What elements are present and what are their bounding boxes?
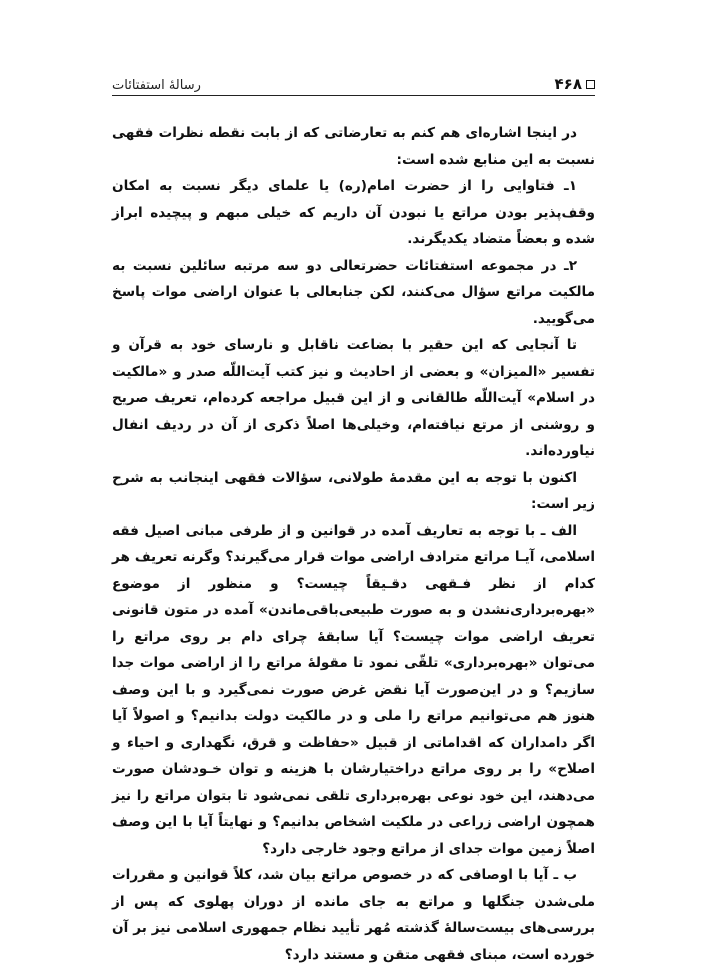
paragraph-intro: در اینجا اشاره‌ای هم کنم به تعارضاتی که از بابت نقطه نظرات فقهی نسبت به این منابع شده است: <box>112 125 595 168</box>
square-bullet-icon <box>586 80 595 89</box>
page-header <box>112 74 595 96</box>
paragraph-question-alef: الف ـ با توجه به تعاریف آمده در قوانین و از طرفی مبانی اصیل فقه اسلامی، آیـا مراتع مترادف اراضی موات قرار می‌گیرند؟ وگرنه تعریف هر کدام از نظر فـقهی دقـیقاً چیست؟ و منظور از موضوع «بهره‌برداری‌نشدن و به صورت طبیعی‌باقی‌ماندن» آمده در متون قانونی تعریف اراضی موات چیست؟ آیا سابقۀ چرای دام بر روی مراتع را می‌توان «بهره‌برداری» تلقّی نمود تا مقولۀ مراتع را از اراضی موات جدا سازیم؟ و در این‌صورت آیا نقض غرض صورت نمی‌گیرد و با این وصف هنوز هم می‌توانیم مراتع را ملی و در مالکیت دولت بدانیم؟ و اصولاً آیا اگر دامداران که اقداماتی از قبیل «حفاظت و قرق، نگهداری و احیاء و اصلاح» را بر روی مراتع دراختیارشان با هزینه و توان خـودشان صورت می‌دهند، این خود نوعی بهره‌برداری تلقی نمی‌شود تا بتوان مراتع را نیز همچون اراضی زراعی در ملکیت اشخاص بدانیم؟ و نهایتاً آیا با این وصف اصلاً زمین موات جدای از مراتع وجود خارجی دارد؟ <box>112 522 595 857</box>
running-title: رسالۀ استفتائات <box>112 78 201 93</box>
body-text <box>112 120 595 968</box>
page-number-group <box>555 75 595 93</box>
page-number: ۴۶۸ <box>554 75 582 93</box>
paragraph-item-1: ۱ـ فتاوایی را از حضرت امام(ره) یا علمای دیگر نسبت به امکان وقف‌پذیر بودن مراتع یا نبودن آن داریم که خیلی مبهم و پیچیده ابراز شده و بعضاً متضاد یکدیگرند. <box>112 178 595 247</box>
paragraph-question-be: ب ـ آیا با اوصافی که در خصوص مراتع بیان شد، کلاً قوانین و مقررات ملی‌شدن جنگلها و مراتع به جای مانده از دوران پهلوی که پس از بررسی‌های بیست‌سالۀ گذشته مُهر تأیید نظام جمهوری اسلامی نیز بر آن خورده است، مبنای فقهی متقن و مستند دارد؟ <box>112 867 595 963</box>
paragraph-item-2: ۲ـ در مجموعه استفتائات حضرتعالی دو سه مرتبه سائلین نسبت به مالکیت مراتع سؤال می‌کنند، لکن جنابعالی با عنوان اراضی موات پاسخ می‌گویید. <box>112 257 595 327</box>
paragraph-research: تا آنجایی که این حقیر با بضاعت ناقابل و نارسای خود به قرآن و تفسیر «المیزان» و بعضی از احادیث و نیز کتب آیت‌اللّه صدر و «مالکیت در اسلام» آیت‌اللّه طالقانی و از این قبیل مراجعه کرده‌ام، تعریف صریح و روشنی از مرتع نیافته‌ام، وخیلی‌ها اصلاً ذکری از آن در ردیف انفال نیاورده‌اند. <box>112 337 595 459</box>
paragraph-questions-intro: اکنون با توجه به این مقدمۀ طولانی، سؤالات فقهی اینجانب به شرح زیر است: <box>112 469 595 512</box>
